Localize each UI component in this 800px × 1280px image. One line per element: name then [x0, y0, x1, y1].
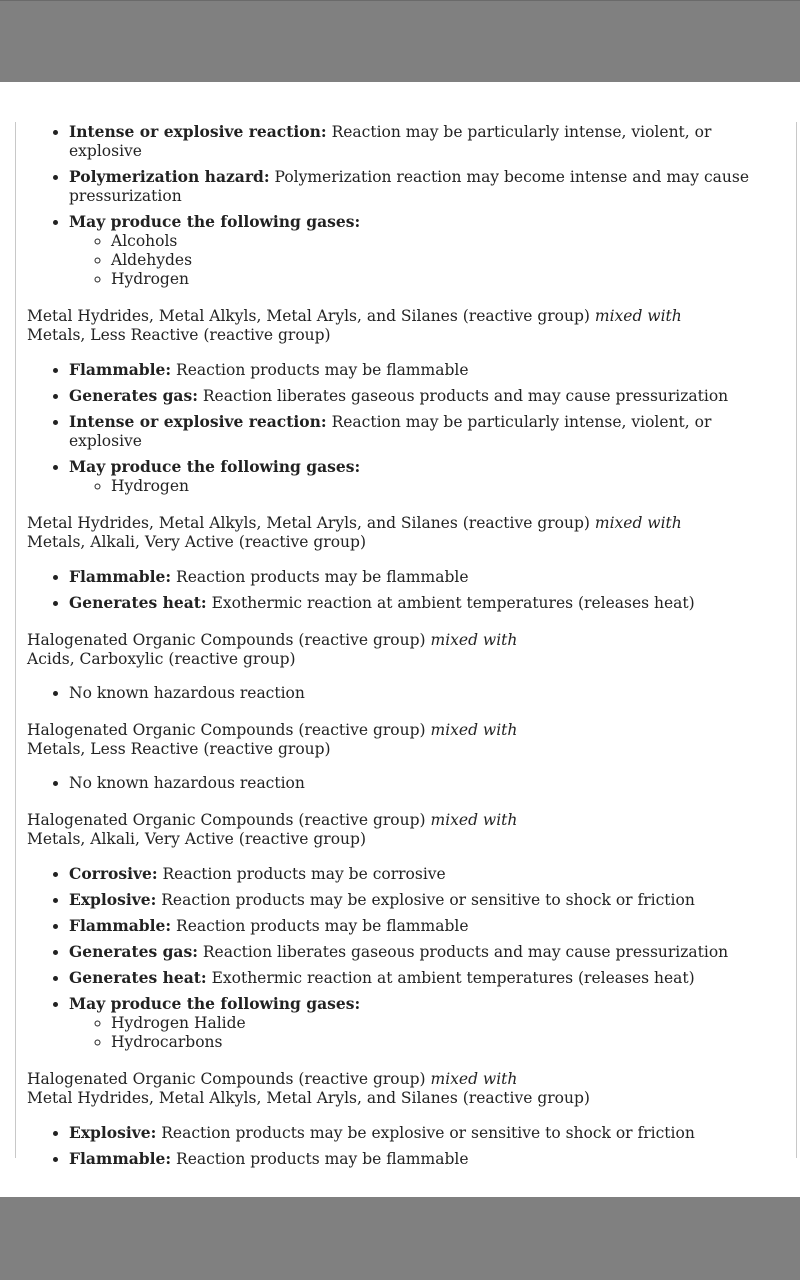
hazard-list	[27, 864, 787, 1052]
hazard-text: Reaction products may be flammable	[176, 568, 469, 586]
hazard-label: Generates heat:	[69, 593, 207, 612]
hazard-text: Reaction liberates gaseous products and may cause pressurization	[202, 943, 729, 961]
reaction-block	[27, 721, 787, 793]
hazard-label: Flammable:	[69, 360, 172, 379]
hazard-label: Intense or explosive reaction:	[69, 412, 327, 431]
hazard-item	[69, 360, 787, 380]
gas-item: ◦ Hydrogen	[111, 477, 787, 496]
hazard-list	[27, 684, 787, 703]
document-page[interactable]	[0, 82, 800, 1197]
hazard-text: Reaction products may be explosive or sensitive to shock or friction	[161, 1124, 695, 1142]
hazard-label: Generates gas:	[69, 942, 198, 961]
mixed-with-label: mixed with	[430, 721, 518, 739]
group-a: Halogenated Organic Compounds (reactive group)	[27, 631, 426, 649]
mixed-with-label: mixed with	[430, 811, 518, 829]
group-b: Metal Hydrides, Metal Alkyls, Metal Aryls, and Silanes (reactive group)	[27, 1089, 590, 1107]
gas-item: ◦ Hydrogen	[111, 270, 787, 289]
top-bar	[0, 0, 800, 82]
hazard-item	[69, 167, 787, 206]
gases-label: May produce the following gases:	[69, 212, 361, 231]
hazard-item	[69, 386, 787, 406]
mixed-with-label: mixed with	[430, 1070, 518, 1088]
reactive-pair	[27, 1070, 787, 1108]
mixed-with-label: mixed with	[430, 631, 518, 649]
hazard-label: Flammable:	[69, 567, 172, 586]
hazard-text: Reaction products may be corrosive	[162, 865, 446, 883]
gases-list	[69, 477, 787, 496]
hazard-text: Reaction products may be explosive or sensitive to shock or friction	[161, 891, 695, 909]
hazard-text: Exothermic reaction at ambient temperatures (releases heat)	[211, 969, 695, 987]
hazard-text: Polymerization reaction may become intense and may cause pressurization	[69, 168, 749, 205]
hazard-label: Flammable:	[69, 1149, 172, 1168]
group-b: Metals, Alkali, Very Active (reactive group)	[27, 533, 366, 551]
hazard-label: Explosive:	[69, 890, 157, 909]
hazard-text: Reaction products may be flammable	[176, 917, 469, 935]
reactivity-content	[27, 122, 787, 1187]
gas-item: ◦ Aldehydes	[111, 251, 787, 270]
hazard-label: Polymerization hazard:	[69, 167, 270, 186]
group-a: Metal Hydrides, Metal Alkyls, Metal Aryls, and Silanes (reactive group)	[27, 514, 590, 532]
reactive-pair	[27, 514, 787, 552]
hazard-list	[27, 1123, 787, 1169]
group-b: Acids, Carboxylic (reactive group)	[27, 650, 296, 668]
hazard-list	[27, 122, 787, 289]
hazard-item	[69, 864, 787, 884]
hazard-item	[69, 567, 787, 587]
group-b: Metals, Less Reactive (reactive group)	[27, 326, 331, 344]
reactive-pair	[27, 721, 787, 759]
reaction-block	[27, 811, 787, 1052]
hazard-text: Exothermic reaction at ambient temperatures (releases heat)	[211, 594, 695, 612]
gases-list	[69, 232, 787, 289]
hazard-list	[27, 360, 787, 496]
group-a: Halogenated Organic Compounds (reactive group)	[27, 811, 426, 829]
group-a: Halogenated Organic Compounds (reactive group)	[27, 1070, 426, 1088]
no-hazard-item: • No known hazardous reaction	[69, 684, 787, 703]
mixed-with-label: mixed with	[594, 307, 682, 325]
hazard-list	[27, 774, 787, 793]
gases-list	[69, 1014, 787, 1052]
hazard-list	[27, 567, 787, 613]
hazard-text: Reaction liberates gaseous products and may cause pressurization	[202, 387, 729, 405]
reactive-pair	[27, 307, 787, 345]
hazard-text: Reaction may be particularly intense, violent, or explosive	[69, 123, 712, 160]
gases-label: May produce the following gases:	[69, 994, 361, 1013]
group-a: Halogenated Organic Compounds (reactive group)	[27, 721, 426, 739]
hazard-item	[69, 916, 787, 936]
hazard-item	[69, 412, 787, 451]
gas-item: ◦ Hydrocarbons	[111, 1033, 787, 1052]
gas-item: ◦ Alcohols	[111, 232, 787, 251]
hazard-item	[69, 968, 787, 988]
continued-block	[27, 122, 787, 289]
hazard-item	[69, 890, 787, 910]
gases-item	[69, 212, 787, 289]
bottom-bar	[0, 1197, 800, 1280]
gases-label: May produce the following gases:	[69, 457, 361, 476]
reaction-block	[27, 631, 787, 703]
group-a: Metal Hydrides, Metal Alkyls, Metal Aryls, and Silanes (reactive group)	[27, 307, 590, 325]
hazard-text: Reaction may be particularly intense, violent, or explosive	[69, 413, 712, 450]
hazard-item	[69, 1149, 787, 1169]
reaction-block	[27, 514, 787, 613]
group-b: Metals, Less Reactive (reactive group)	[27, 740, 331, 758]
gases-item	[69, 994, 787, 1052]
mixed-with-label: mixed with	[594, 514, 682, 532]
hazard-label: Generates heat:	[69, 968, 207, 987]
reactive-pair	[27, 631, 787, 669]
group-b: Metals, Alkali, Very Active (reactive group)	[27, 830, 366, 848]
hazard-label: Generates gas:	[69, 386, 198, 405]
hazard-item	[69, 122, 787, 161]
hazard-label: Explosive:	[69, 1123, 157, 1142]
reaction-block	[27, 307, 787, 496]
reactive-pair	[27, 811, 787, 849]
hazard-text: Reaction products may be flammable	[176, 361, 469, 379]
hazard-label: Flammable:	[69, 916, 172, 935]
hazard-label: Corrosive:	[69, 864, 158, 883]
gases-item	[69, 457, 787, 496]
no-hazard-item: • No known hazardous reaction	[69, 774, 787, 793]
gas-item: ◦ Hydrogen Halide	[111, 1014, 787, 1033]
hazard-text: Reaction products may be flammable	[176, 1150, 469, 1168]
reaction-block	[27, 1070, 787, 1169]
hazard-item	[69, 942, 787, 962]
hazard-item	[69, 593, 787, 613]
hazard-label: Intense or explosive reaction:	[69, 122, 327, 141]
hazard-item	[69, 1123, 787, 1143]
